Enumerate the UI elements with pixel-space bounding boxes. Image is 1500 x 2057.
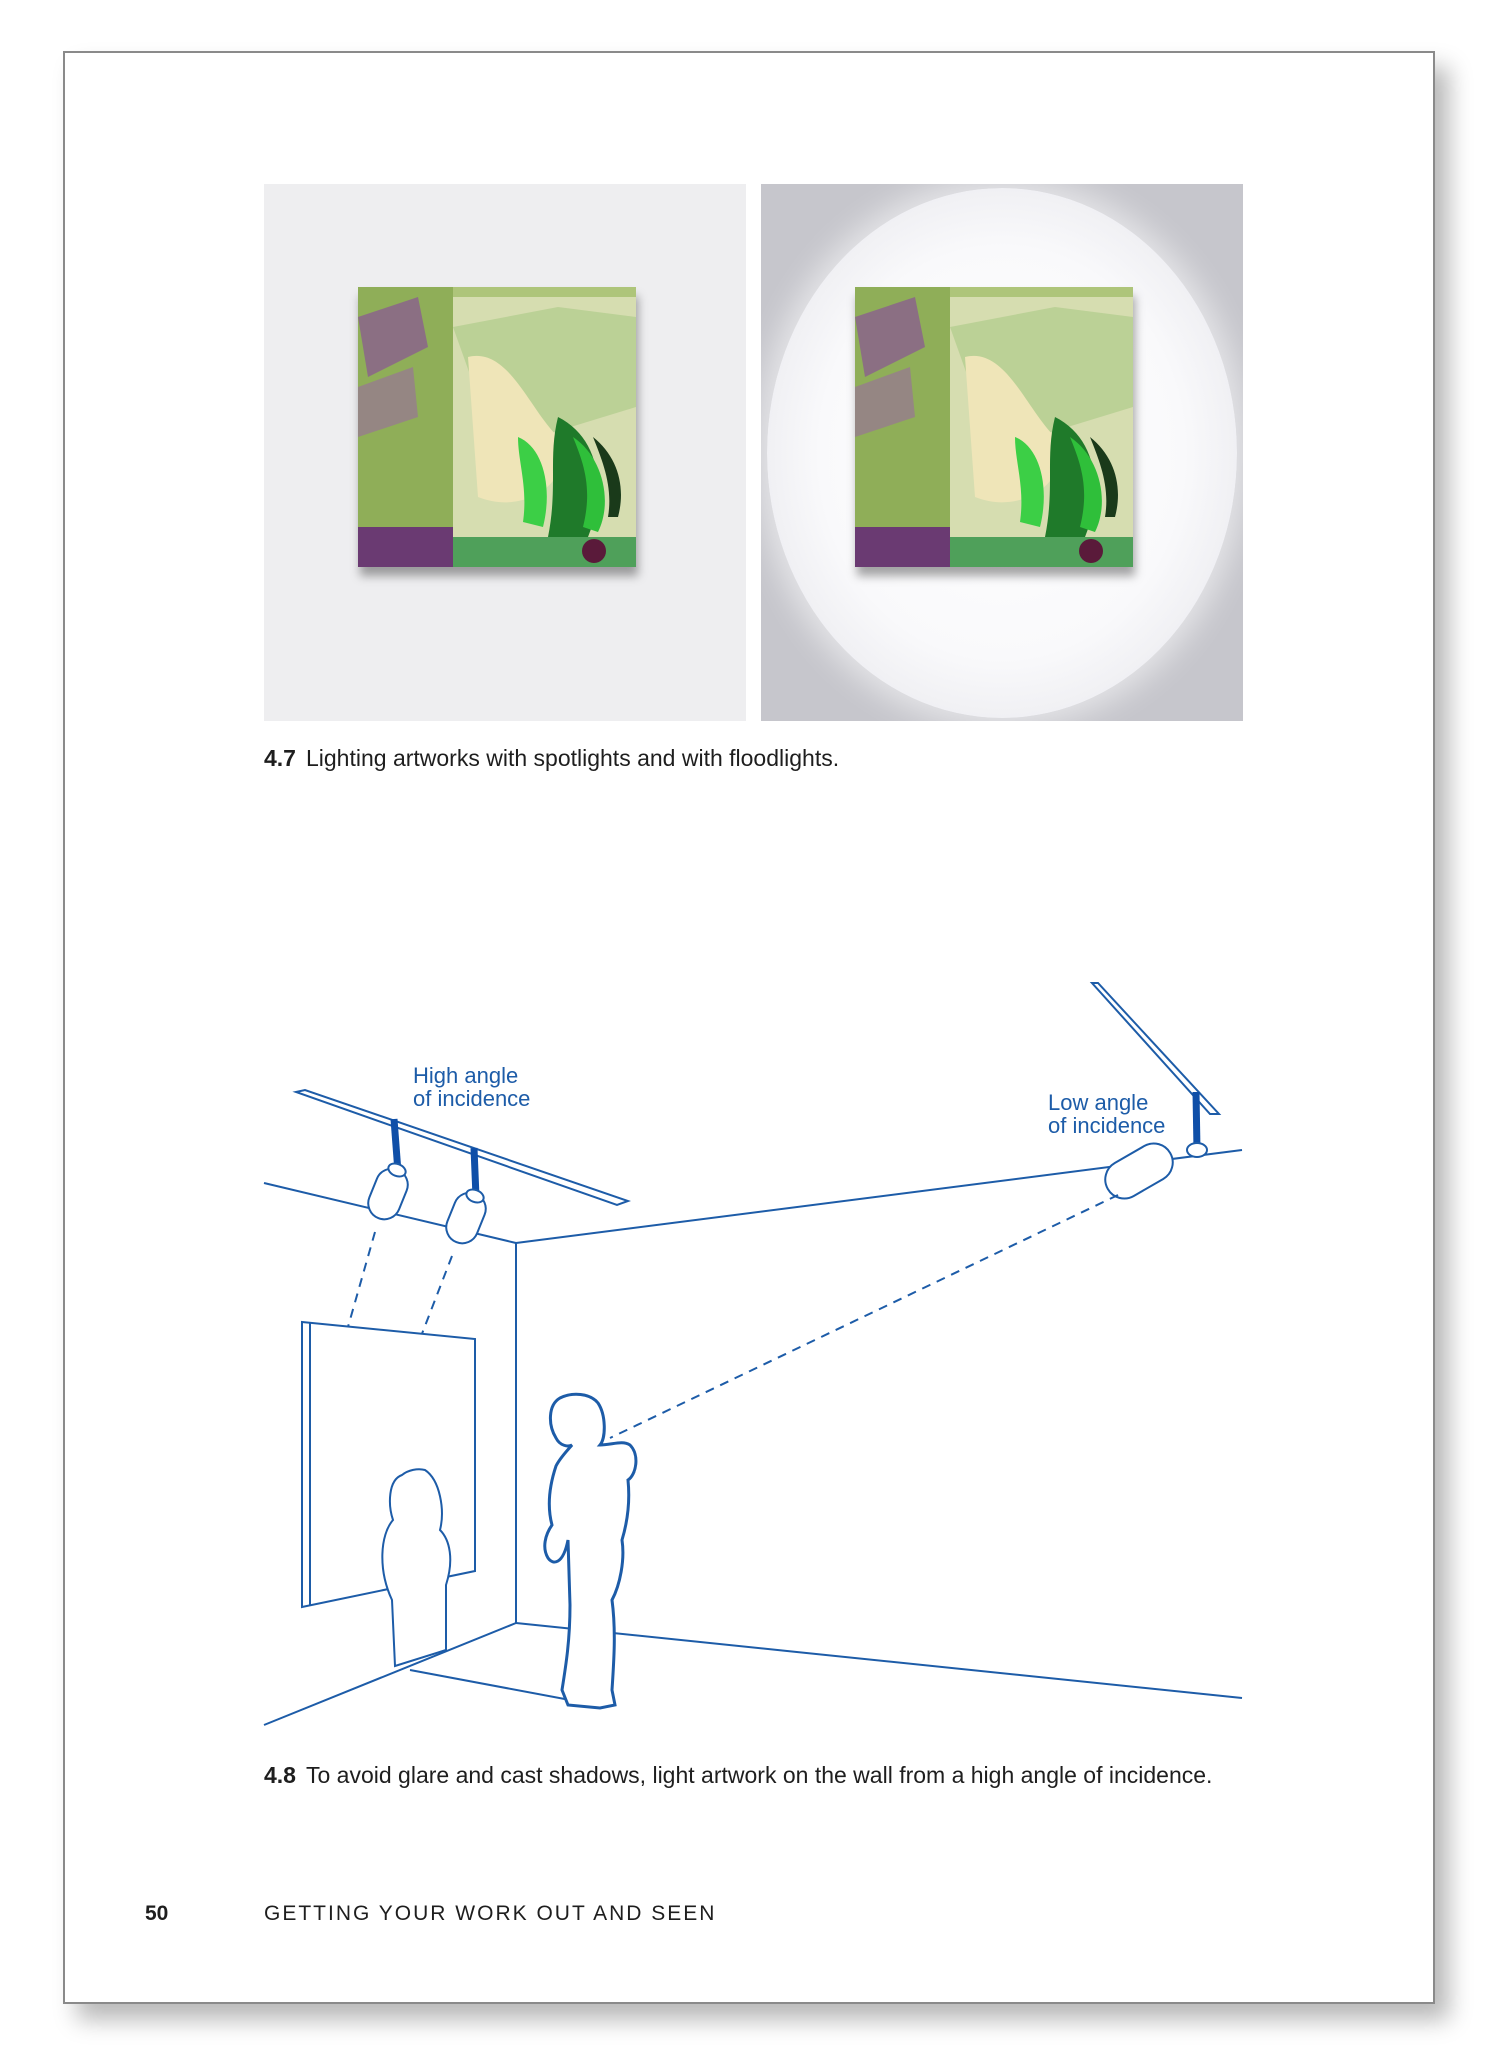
viewer-figure-icon (545, 1394, 636, 1708)
running-title: GETTING YOUR WORK OUT AND SEEN (264, 1902, 717, 1925)
low-angle-label: Low angle (1048, 1090, 1149, 1115)
figure-4-8-caption (264, 1762, 1212, 1789)
figure-number: 4.7 (264, 745, 296, 771)
high-angle-label: High angle (413, 1063, 519, 1088)
spotlight-icon (441, 1148, 490, 1248)
high-angle-label: of incidence (413, 1086, 531, 1111)
figure-number: 4.8 (264, 1762, 296, 1788)
figure-caption-text: Lighting artworks with spotlights and with floodlights. (305, 745, 840, 771)
page-number: 50 (145, 1902, 169, 1925)
figure-caption-text: To avoid glare and cast shadows, light artwork on the wall from a high angle of incidence. (305, 1762, 1213, 1788)
low-angle-label: of incidence (1048, 1113, 1166, 1138)
spotlight-icon (363, 1119, 412, 1224)
